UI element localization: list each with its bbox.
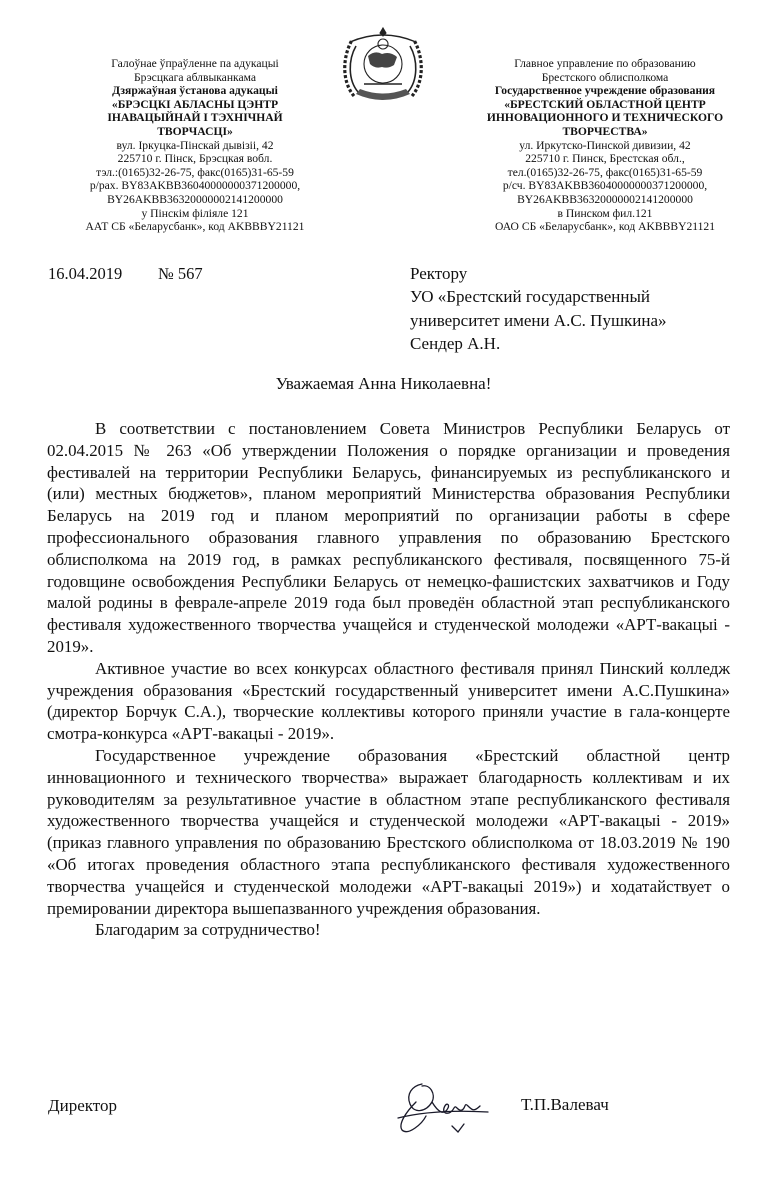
address-line: 225710 г. Пинск, Брестская обл., — [525, 152, 685, 166]
org-name: «БРЭСЦКІ АБЛАСНЫ ЦЭНТР — [111, 97, 279, 111]
header-right — [455, 57, 755, 234]
recipient-line: Ректору — [410, 264, 468, 283]
bank-line: у Пінскім філіяле 121 — [141, 206, 249, 220]
body-paragraph: Государственное учреждение образования «Брестский областной центр инновационного и технического творчества» выражает благодарность коллективам и их руководителям за результативное участие в областном этапе республиканского фестиваля художественного творчества учащейся и студенческой молодежи «АРТ-вакацыі - 2019» (приказ главного управления по образованию Брестского облисполкома от 18.03.2019 № 190 «Об итогах проведения областного этапа республиканского фестиваля художественного творчества учащейся и студенческой молодежи «АРТ-вакацыі 2019») и ходатайствует о премировании директора вышепазванного учреждения образования. — [47, 745, 730, 918]
org-line: Дзяржаўная ўстанова адукацыі — [112, 84, 278, 98]
phone-line: тел.(0165)32-26-75, факс(0165)31-65-59 — [507, 165, 703, 179]
phone-line: тэл.:(0165)32-26-75, факс(0165)31-65-59 — [96, 165, 294, 179]
recipient-line: университет имени А.С. Пушкина» — [410, 310, 667, 330]
org-line: Брэсцкага аблвыканкама — [133, 70, 257, 84]
address-line: ул. Иркутско-Пинской дивизии, 42 — [519, 138, 691, 152]
body-paragraph: Активное участие во всех конкурсах областного фестиваля принял Пинский колледж учреждения образования «Брестский государственный университет имени А.С.Пушкина» (директор Борчук С.А.), творческие коллективы которого приняли участие в гала-концерте смотра-конкурса «АРТ-вакацыі - 2019». — [47, 658, 730, 744]
org-line: Галоўнае ўпраўленне па адукацыі — [111, 57, 279, 70]
org-name: «БРЕСТСКИЙ ОБЛАСТНОЙ ЦЕНТР — [504, 97, 706, 111]
recipient-line: УО «Брестский государственный — [410, 287, 650, 307]
salutation: Уважаемая Анна Николаевна! — [275, 374, 492, 393]
org-name: ТВОРЧАСЦІ» — [157, 124, 233, 138]
body-paragraph: Благодарим за сотрудничество! — [95, 920, 321, 940]
bank-line: в Пинском фил.121 — [557, 206, 653, 220]
org-name: ТВОРЧЕСТВА» — [562, 124, 648, 138]
account-line: р/сч. BY83AKBB36040000000371200000, — [502, 179, 708, 193]
letter-body — [47, 418, 730, 941]
bank-line: ОАО СБ «Беларусбанк», код AKBBBY21121 — [494, 220, 716, 234]
address-line: вул. Іркуцка-Пінскай дывізіі, 42 — [116, 138, 274, 152]
account-line: BY26AKBB36320000002141200000 — [517, 192, 693, 206]
org-name: ІНАВАЦЫЙНАЙ І ТЭХНІЧНАЙ — [107, 111, 283, 125]
header-left — [50, 57, 340, 234]
bank-line: ААТ СБ «Беларусбанк», код AKBBBY21121 — [85, 220, 305, 234]
signatory-title: Директор — [48, 1096, 117, 1115]
state-emblem-icon — [338, 22, 428, 106]
letter-date: 16.04.2019 — [48, 264, 123, 283]
org-name: ИННОВАЦИОННОГО И ТЕХНИЧЕСКОГО — [486, 111, 724, 125]
signatory-name: Т.П.Валевач — [521, 1095, 609, 1114]
account-line: BY26AKBB36320000002141200000 — [107, 192, 283, 206]
org-line: Брестского облисполкома — [541, 70, 669, 84]
recipient-line: Сендер А.Н. — [410, 333, 501, 353]
org-line: Главное управление по образованию — [514, 57, 696, 70]
org-line: Государственное учреждение образования — [494, 84, 716, 98]
body-paragraph: В соответствии с постановлением Совета Министров Республики Беларусь от 02.04.2015 № 263 «Об утверждении Положения о порядке организации и проведения фестивалей на территории Республики Беларусь, финансируемых из республиканского и (или) местных бюджетов», планом мероприятий Министерства образования Республики Беларусь на 2019 год и планом мероприятий по организации работы в сфере профессионального образования главного управления по образованию Брестского облисполкома на 2019 год, в рамках республиканского фестиваля, посвященного 75-й годовщине освобождения Республики Беларусь от немецко-фашистских захватчиков и Году малой родины в феврале-апреле 2019 года был проведён областной этап республиканского фестиваля художественного творчества учащейся и студенческой молодежи «АРТ-вакацыі - 2019». — [47, 419, 730, 656]
recipient-block — [410, 262, 667, 355]
letter-number: № 567 — [158, 264, 203, 283]
handwritten-signature-icon — [392, 1072, 502, 1144]
address-line: 225710 г. Пінск, Брэсцкая вобл. — [117, 152, 273, 166]
account-line: р/рах. BY83AKBB36040000000371200000, — [89, 179, 301, 193]
